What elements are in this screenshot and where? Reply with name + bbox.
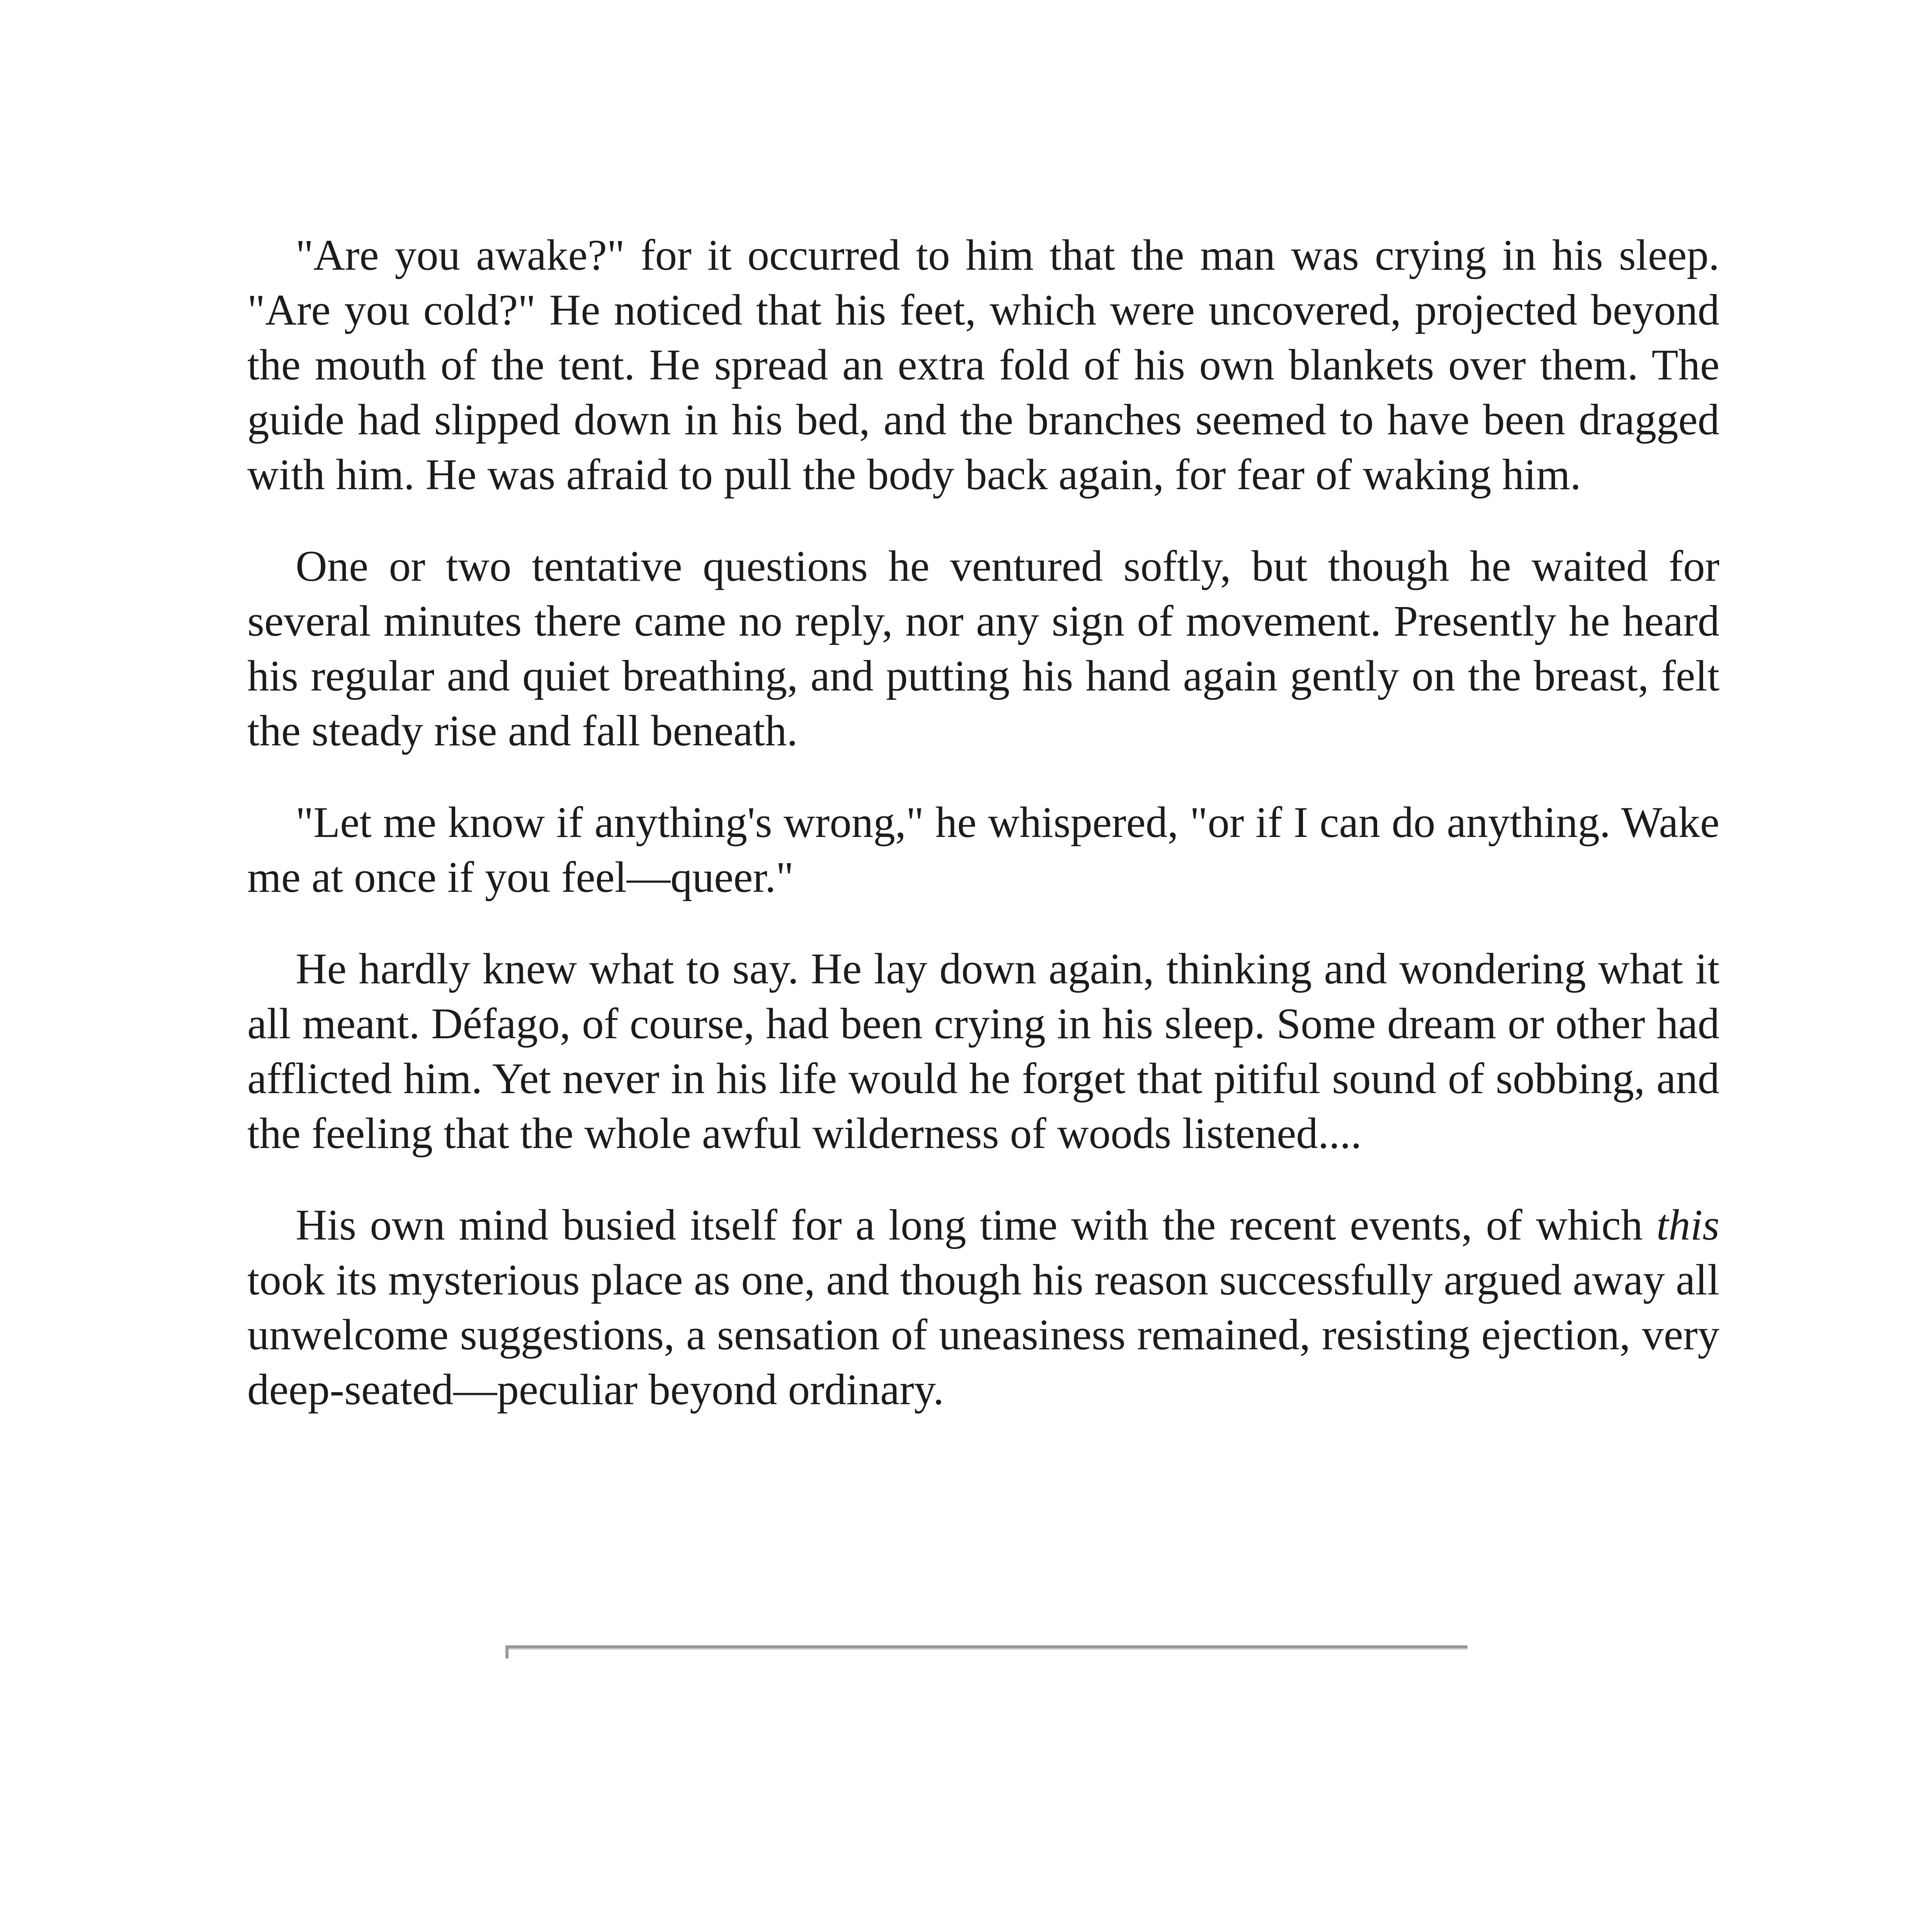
emphasized-word: this: [1656, 1201, 1719, 1249]
paragraph-text: His own mind busied itself for a long time with the recent events, of which: [296, 1201, 1656, 1249]
paragraph-text: "Let me know if anything's wrong," he whispered, "or if I can do anything. Wake me at once if you feel—queer.": [247, 798, 1719, 901]
page-body: [247, 228, 1719, 1454]
paragraph: [247, 228, 1719, 502]
paragraph-text: "Are you awake?" for it occurred to him that the man was crying in his sleep. "Are you cold?" He noticed that his feet, which were uncovered, projected beyond the mouth of the tent. He spread an extra fold of his own blankets over them. The guide had slipped down in his bed, and the branches seemed to have been dragged with him. He was afraid to pull the body back again, for fear of waking him.: [247, 231, 1719, 499]
section-divider: [505, 1645, 1468, 1650]
paragraph-text: took its mysterious place as one, and though his reason successfully argued away all unwelcome suggestions, a sensation of uneasiness remained, resisting ejection, very deep-seated—peculiar beyond ordinary.: [247, 1256, 1719, 1414]
paragraph-text: One or two tentative questions he ventured softly, but though he waited for several minutes there came no reply, nor any sign of movement. Presently he heard his regular and quiet breathing, and putting his hand again gently on the breast, felt the steady rise and fall beneath.: [247, 542, 1719, 755]
paragraph: [247, 942, 1719, 1161]
paragraph-text: He hardly knew what to say. He lay down again, thinking and wondering what it all meant. Défago, of course, had been crying in his sleep. Some dream or other had afflicted him. Yet never in his life would he forget that pitiful sound of sobbing, and the feeling that the whole awful wilderness of woods listened....: [247, 945, 1719, 1158]
section-divider-end: [505, 1645, 509, 1658]
paragraph: [247, 539, 1719, 759]
paragraph: [247, 1198, 1719, 1417]
paragraph: [247, 795, 1719, 905]
